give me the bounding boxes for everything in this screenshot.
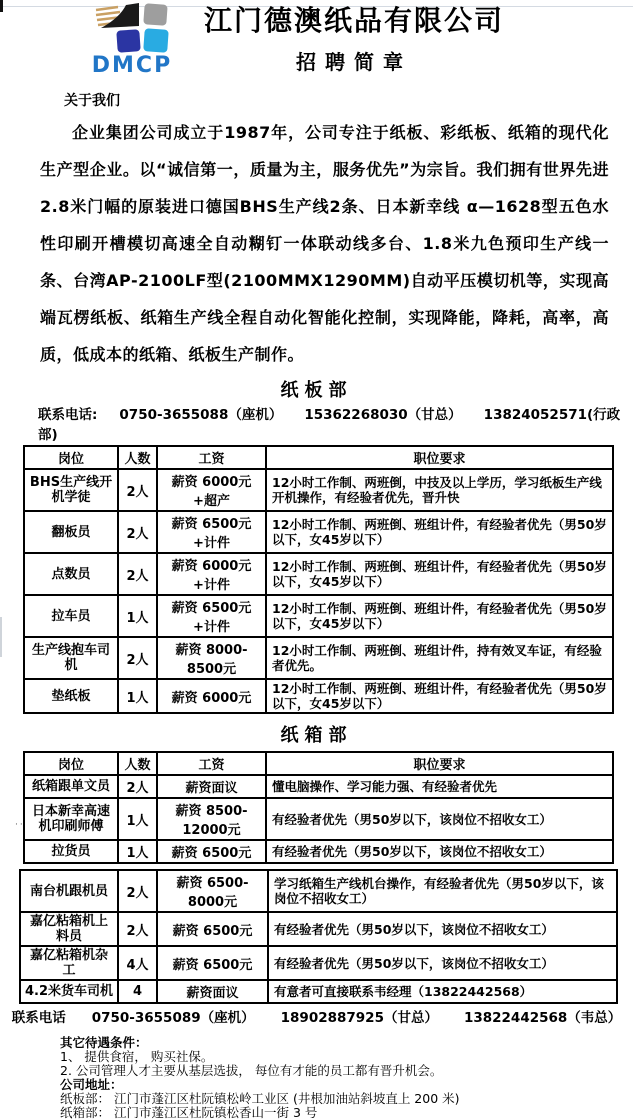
contact-label: 联系电话: [38, 407, 98, 423]
job-requirements: 有意者可直接联系韦经理（13822442568） [268, 980, 617, 1003]
page-left-edge-artifact [0, 617, 2, 657]
job-count: 2人 [118, 553, 157, 595]
job-salary: 薪资 6500元 [157, 840, 266, 863]
address-heading: 公司地址： [60, 1077, 123, 1092]
job-salary: 薪资 6000元+计件 [157, 553, 266, 595]
table-header-row [24, 446, 613, 469]
job-salary: 薪资 6000元+超产 [157, 469, 266, 511]
job-position: 拉车员 [24, 595, 118, 637]
table-row [24, 511, 613, 553]
address-item: 纸箱部： 江门市蓬江区杜阮镇松香山一街 3 号 [60, 1105, 318, 1120]
job-count: 2人 [118, 469, 157, 511]
job-requirements: 有经验者优先（男50岁以下，该岗位不招收女工） [268, 946, 617, 980]
job-salary: 薪资 6500元+计件 [157, 595, 266, 637]
job-position: 南台机跟机员 [20, 870, 118, 912]
job-position: 嘉亿粘箱机上料员 [20, 912, 118, 946]
job-count: 2人 [118, 775, 157, 798]
table-row [20, 946, 617, 980]
address-item: 纸板部： 江门市蓬江区杜阮镇松岭工业区 (井根加油站斜坡直上 200 米) [60, 1091, 460, 1106]
title-block [160, 5, 548, 75]
document-title: 招聘简章 [296, 50, 412, 74]
contact-label: 联系电话 [11, 1010, 66, 1026]
table-row [20, 980, 617, 1003]
benefit-item: 2. 公司管理人才主要从基层选拔， 每位有才能的员工都有晋升机会。 [60, 1063, 443, 1078]
table-row [24, 553, 613, 595]
job-position: 生产线抱车司机 [24, 637, 118, 679]
benefit-item: 1、 提供食宿， 购买社保。 [60, 1049, 214, 1064]
table-row [24, 775, 613, 798]
phone-number: 0750-3655089（座机） [91, 1010, 255, 1026]
job-requirements: 12小时工作制、两班倒，中技及以上学历，学习纸板生产线开机操作，有经验者优先，晋升快 [266, 469, 613, 511]
table-header-row [24, 752, 613, 775]
phone-number: 18902887925（甘总） [280, 1010, 438, 1026]
table-row [24, 840, 613, 863]
job-requirements: 学习纸箱生产线机台操作，有经验者优先（男50岁以下，该岗位不招收女工） [268, 870, 617, 912]
benefits-heading: 其它待遇条件： [60, 1035, 148, 1050]
job-salary: 薪资面议 [157, 775, 266, 798]
job-count: 1人 [118, 798, 157, 840]
footer-section [60, 1036, 633, 1120]
job-salary: 薪资 8000-8500元 [157, 637, 266, 679]
job-requirements: 12小时工作制、两班倒、班组计件，有经验者优先（男50岁以下，女45岁以下） [266, 595, 613, 637]
job-count: 1人 [118, 679, 157, 713]
logo-text: DMCP [91, 53, 173, 78]
job-position: 垫纸板 [24, 679, 118, 713]
job-count: 4人 [118, 946, 157, 980]
job-position: 日本新幸高速机印刷师傅 [24, 798, 118, 840]
job-salary: 薪资 6500元 [157, 946, 268, 980]
job-salary: 薪资 8500-12000元 [157, 798, 266, 840]
carton-dept-heading: 纸箱部 [280, 725, 353, 746]
job-requirements: 有经验者优先（男50岁以下，该岗位不招收女工） [266, 798, 613, 840]
about-paragraph: 企业集团公司成立于1987年，公司专注于纸板、彩纸板、纸箱的现代化生产型企业。以“诚信第一，质量为主，服务优先”为宗旨。我们拥有世界先进2.8米门幅的原装进口德国BHS生产线2条、日本新幸线 α—1628型五色水性印刷开槽模切高速全自动糊钉一体联动线多台、1.8米九色预印生产线一条、台湾AP-2100LF型(2100MMX1290MM)自动平压模切机等，实现高端瓦楞纸板、纸箱生产线全程自动化智能化控制，实现降能，降耗，高率，高质，低成本的纸箱、纸板生产制作。 [40, 123, 609, 364]
column-header-salary: 工资 [157, 752, 266, 775]
job-requirements: 有经验者优先（男50岁以下，该岗位不招收女工） [266, 840, 613, 863]
carton-dept-jobs-table-continued [19, 869, 618, 1004]
job-position: 拉货员 [24, 840, 118, 863]
table-row [24, 469, 613, 511]
about-heading: 关于我们 [64, 93, 120, 109]
table-row [20, 870, 617, 912]
job-count: 1人 [118, 840, 157, 863]
job-requirements: 12小时工作制、两班倒、班组计件，有经验者优先（男50岁以下，女45岁以下） [266, 511, 613, 553]
job-position: 点数员 [24, 553, 118, 595]
job-requirements: 有经验者优先（男50岁以下，该岗位不招收女工） [268, 912, 617, 946]
job-salary: 薪资 6000元 [157, 679, 266, 713]
job-position: 翻板员 [24, 511, 118, 553]
phone-number: 0750-3655088（座机） [119, 407, 283, 423]
job-count: 2人 [118, 637, 157, 679]
table-row [24, 637, 613, 679]
job-requirements: 12小时工作制、两班倒、班组计件，有经验者优先（男50岁以下，女45岁以下） [266, 553, 613, 595]
company-name: 江门德澳纸品有限公司 [203, 4, 504, 37]
table-row [24, 595, 613, 637]
job-count: 2人 [118, 511, 157, 553]
column-header-position: 岗位 [24, 446, 118, 469]
carton-dept-jobs-table [23, 751, 614, 864]
board-dept-contact-line [38, 403, 633, 443]
phone-number: 15362268030（甘总） [304, 407, 462, 423]
carton-dept-contact-line [0, 1006, 633, 1026]
column-header-requirements: 职位要求 [266, 446, 613, 469]
column-header-position: 岗位 [24, 752, 118, 775]
job-count: 4 [118, 980, 157, 1003]
job-position: 4.2米货车司机 [20, 980, 118, 1003]
job-requirements: 12小时工作制、两班倒、班组计件，有经验者优先（男50岁以下，女45岁以下） [266, 679, 613, 713]
column-header-count: 人数 [118, 752, 157, 775]
page-bottom-artifact: ·· [15, 820, 25, 830]
board-dept-heading: 纸板部 [280, 380, 353, 401]
job-position: 纸箱跟单文员 [24, 775, 118, 798]
phone-number: 13824052571(行政部) [38, 407, 621, 443]
job-requirements: 懂电脑操作、学习能力强、有经验者优先 [266, 775, 613, 798]
job-requirements: 12小时工作制、两班倒、班组计件，持有效叉车证，有经验者优先。 [266, 637, 613, 679]
job-count: 2人 [118, 870, 157, 912]
table-row [20, 912, 617, 946]
board-dept-jobs-table [23, 445, 614, 714]
job-salary: 薪资面议 [157, 980, 268, 1003]
job-count: 2人 [118, 912, 157, 946]
column-header-salary: 工资 [157, 446, 266, 469]
phone-number: 13822442568（韦总） [463, 1010, 622, 1026]
column-header-count: 人数 [118, 446, 157, 469]
job-position: 嘉亿粘箱机杂工 [20, 946, 118, 980]
document-header [0, 0, 633, 88]
column-header-requirements: 职位要求 [266, 752, 613, 775]
job-salary: 薪资 6500-8000元 [157, 870, 268, 912]
job-position: BHS生产线开机学徒 [24, 469, 118, 511]
job-count: 1人 [118, 595, 157, 637]
job-salary: 薪资 6500元+计件 [157, 511, 266, 553]
table-row [24, 679, 613, 713]
job-salary: 薪资 6500元 [157, 912, 268, 946]
